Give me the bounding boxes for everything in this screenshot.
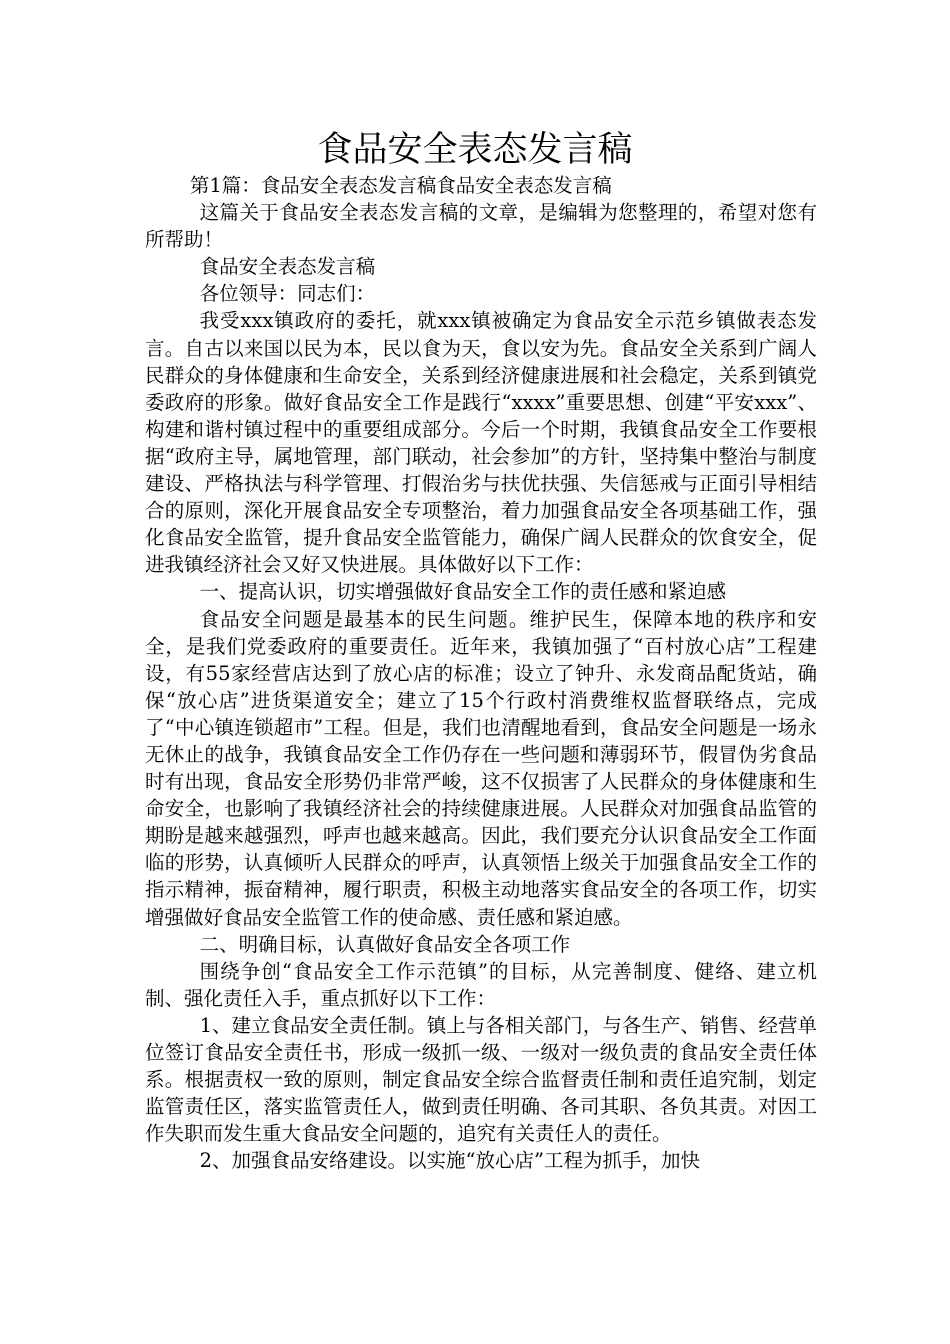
speech-title: 食品安全表态发言稿 [199, 255, 376, 279]
opening-paragraph: 我受xxx镇政府的委托，就xxx镇被确定为食品安全示范乡镇做表态发言。自古以来国以民为本，民以食为天，食以安为先。食品安全关系到广阔人民群众的身体健康和生命安全，关系到经济健康进展和社会稳定，关系到镇党委政府的形象。做好食品安全工作是践行“xxxx”重要思想、创建“平安xxx”、构建和谐村镇过程中的重要组成部分。今后一个时期，我镇食品安全工作要根据“政府主导，属地管理，部门联动，社会参加”的方针，坚持集中整治与制度建设、严格执法与科学管理、打假治劣与扶优扶强、失信惩戒与正面引导相结合的原则，深化开展食品安全专项整治，着力加强食品安全各项基础工作，强化食品安全监管，提升食品安全监管能力，确保广阔人民群众的饮食安全，促进我镇经济社会又好又快进展。具体做好以下工作： [145, 309, 817, 577]
item-1-paragraph: 1、建立食品安全责任制。镇上与各相关部门，与各生产、销售、经营单位签订食品安全责任书，形成一级抓一级、一级对一级负责的食品安全责任体系。根据责权一致的原则，制定食品安全综合监督责任制和责任追究制，划定监管责任区，落实监管责任人，做到责任明确、各司其职、各负其责。对因工作失职而发生重大食品安全问题的，追究有关责任人的责任。 [145, 1013, 817, 1146]
document-title: 食品安全表态发言稿 [317, 130, 633, 170]
intro-paragraph: 这篇关于食品安全表态发言稿的文章，是编辑为您整理的，希望对您有所帮助！ [145, 201, 817, 252]
item-2-paragraph: 2、加强食品安络建设。以实施“放心店”工程为抓手，加快 [199, 1149, 700, 1173]
section-2-intro: 围绕争创“食品安全工作示范镇”的目标，从完善制度、健络、建立机制、强化责任入手，重点抓好以下工作： [145, 959, 817, 1010]
document-body [145, 172, 817, 1174]
section-heading-1: 一、提高认识，切实增强做好食品安全工作的责任感和紧迫感 [199, 580, 727, 604]
article-heading: 第1篇：食品安全表态发言稿食品安全表态发言稿 [189, 174, 612, 197]
section-heading-2: 二、明确目标，认真做好食品安全各项工作 [199, 932, 571, 956]
section-1-paragraph: 食品安全问题是最基本的民生问题。维护民生，保障本地的秩序和安全，是我们党委政府的重要责任。近年来，我镇加强了“百村放心店”工程建设，有55家经营店达到了放心店的标准；设立了钟升、永发商品配货站，确保“放心店”进货渠道安全；建立了15个行政村消费维权监督联络点，完成了“中心镇连锁超市”工程。但是，我们也清醒地看到，食品安全问题是一场永无休止的战争，我镇食品安全工作仍存在一些问题和薄弱环节，假冒伪劣食品时有出现，食品安全形势仍非常严峻，这不仅损害了人民群众的身体健康和生命安全，也影响了我镇经济社会的持续健康进展。人民群众对加强食品监管的期盼是越来越强烈，呼声也越来越高。因此，我们要充分认识食品安全工作面临的形势，认真倾听人民群众的呼声，认真领悟上级关于加强食品安全工作的指示精神，振奋精神，履行职责，积极主动地落实食品安全的各项工作，切实增强做好食品安全监管工作的使命感、责任感和紧迫感。 [145, 607, 817, 929]
salutation: 各位领导：同志们： [199, 282, 376, 306]
